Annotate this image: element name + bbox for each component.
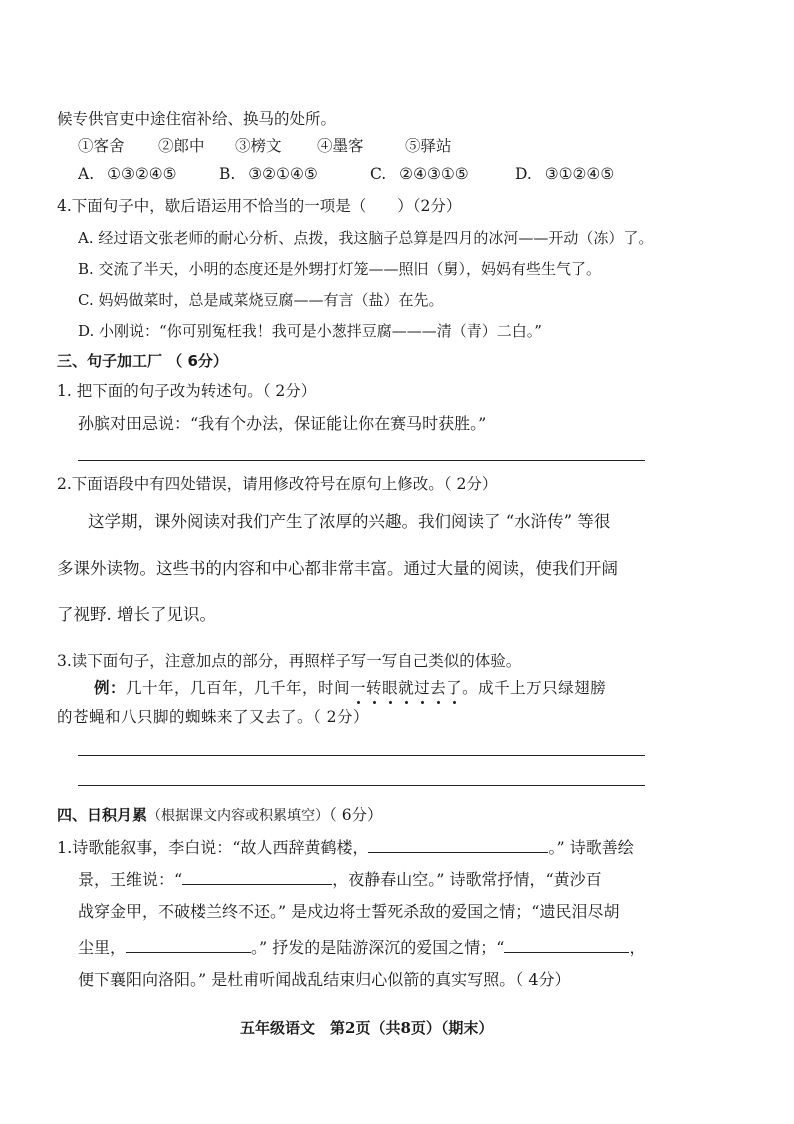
choice-text: ③①②④⑤ (544, 165, 615, 183)
s4-line-4 (78, 936, 645, 958)
choice-text: ①③②④⑤ (107, 165, 177, 183)
section4-score: （ 6分） (329, 806, 383, 824)
q3-option-5: ⑤驿站 (405, 137, 452, 155)
s4-text: ，夜静春山空。” 诗歌常抒情，“黄沙百 (332, 870, 602, 889)
fill-blank-1[interactable] (368, 836, 548, 853)
q4-option-a: A. 经过语文张老师的耐心分析、点拨，我这脑子总算是四月的冰河——开动（冻）了。 (78, 229, 654, 247)
s3-q2-para-3: 了视野. 增长了见识。 (57, 605, 216, 624)
section4-title: 四、日积月累 (57, 806, 148, 824)
answer-line (78, 785, 645, 786)
intro-line: 候专供官吏中途住宿补给、换马的处所。 (57, 110, 337, 128)
example-label: 例： (94, 678, 127, 697)
q3-option-4: ④墨客 (317, 137, 364, 155)
s3-q2-title: 2.下面语段中有四处错误，请用修改符号在原句上修改。（ 2分） (57, 475, 498, 493)
choice-letter: B. (219, 165, 236, 183)
s3-q1-sentence: 孙膑对田忌说：“我有个办法，保证能让你在赛马时获胜。” (78, 414, 487, 433)
s3-q2-para-1: 这学期，课外阅读对我们产生了浓厚的兴趣。我们阅读了 “水浒传” 等很 (88, 512, 611, 531)
s4-text: 。” 抒发的是陆游深沉的爱国之情；“ (251, 938, 505, 957)
q4-title: 4.下面句子中，歇后语运用不恰当的一项是（ ）（2分） (57, 197, 462, 215)
s4-line-5: 便下襄阳向洛阳。” 是杜甫听闻战乱结束归心似箭的真实写照。（ 4分） (78, 970, 571, 989)
example-text: 几十年，几百年，几千年，时间 (126, 679, 351, 697)
s4-text: 1.诗歌能叙事，李白说：“故人西辞黄鹤楼， (57, 838, 369, 857)
section4-note: （根据课文内容或积累填空） (147, 808, 330, 824)
section4-heading (57, 805, 383, 826)
choice-text: ②④③①⑤ (399, 165, 469, 183)
choice-text: ③②①④⑤ (248, 165, 318, 183)
example-text: 。成千上万只绿翅膀 (462, 679, 607, 697)
fill-blank-3[interactable] (126, 936, 251, 953)
choice-letter: D. (515, 165, 532, 183)
s4-text: 。” 诗歌善绘 (548, 838, 634, 857)
answer-line (78, 460, 645, 461)
fill-blank-2[interactable] (182, 868, 332, 885)
q3-choice-b (219, 164, 318, 184)
q4-option-b: B. 交流了半天，小明的态度还是外甥打灯笼——照旧（舅），妈妈有些生气了。 (78, 260, 602, 278)
q3-option-2: ②郎中 (158, 137, 205, 155)
s3-q3-example-line2: 的苍蝇和八只脚的蜘蛛来了又去了。（ 2分） (57, 708, 370, 726)
q3-choice-d (515, 164, 614, 184)
fill-blank-4[interactable] (504, 936, 629, 953)
page-footer: 五年级语文 第2页（共8页）（期末） (240, 1019, 494, 1037)
s3-q3-title: 3.读下面句子，注意加点的部分，再照样子写一写自己类似的体验。 (57, 652, 522, 670)
q3-choice-c (370, 164, 469, 184)
s4-text: ， (629, 938, 646, 957)
example-dotted-text: 一转眼就过去了 (350, 679, 463, 697)
section3-heading: 三、句子加工厂 （ 6分） (57, 352, 228, 370)
s3-q2-para-2: 多课外读物。这些书的内容和中心都非常丰富。通过大量的阅读，使我们开阔 (57, 559, 618, 578)
q4-option-d: D. 小刚说：“你可别冤枉我！我可是小葱拌豆腐———清（青）二白。” (78, 322, 542, 340)
q3-choice-a (78, 164, 177, 184)
s3-q1-title: 1. 把下面的句子改为转述句。（ 2分） (57, 382, 317, 400)
q3-option-3: ③榜文 (235, 137, 282, 155)
q3-option-1: ①客舍 (78, 137, 125, 155)
q4-option-c: C. 妈妈做菜时，总是咸菜烧豆腐——有言（盐）在先。 (78, 291, 444, 309)
s3-q3-example (94, 678, 606, 698)
answer-line (78, 755, 645, 756)
choice-letter: A. (78, 165, 95, 183)
s4-line-2 (78, 868, 602, 890)
choice-letter: C. (370, 165, 387, 183)
s4-line-3: 战穿金甲，不破楼兰终不还。” 是戍边将士誓死杀敌的爱国之情；“遗民泪尽胡 (78, 902, 620, 921)
s4-line-1 (57, 836, 634, 858)
s4-text: 景，王维说：“ (78, 870, 183, 889)
s4-text: 尘里， (78, 938, 127, 957)
